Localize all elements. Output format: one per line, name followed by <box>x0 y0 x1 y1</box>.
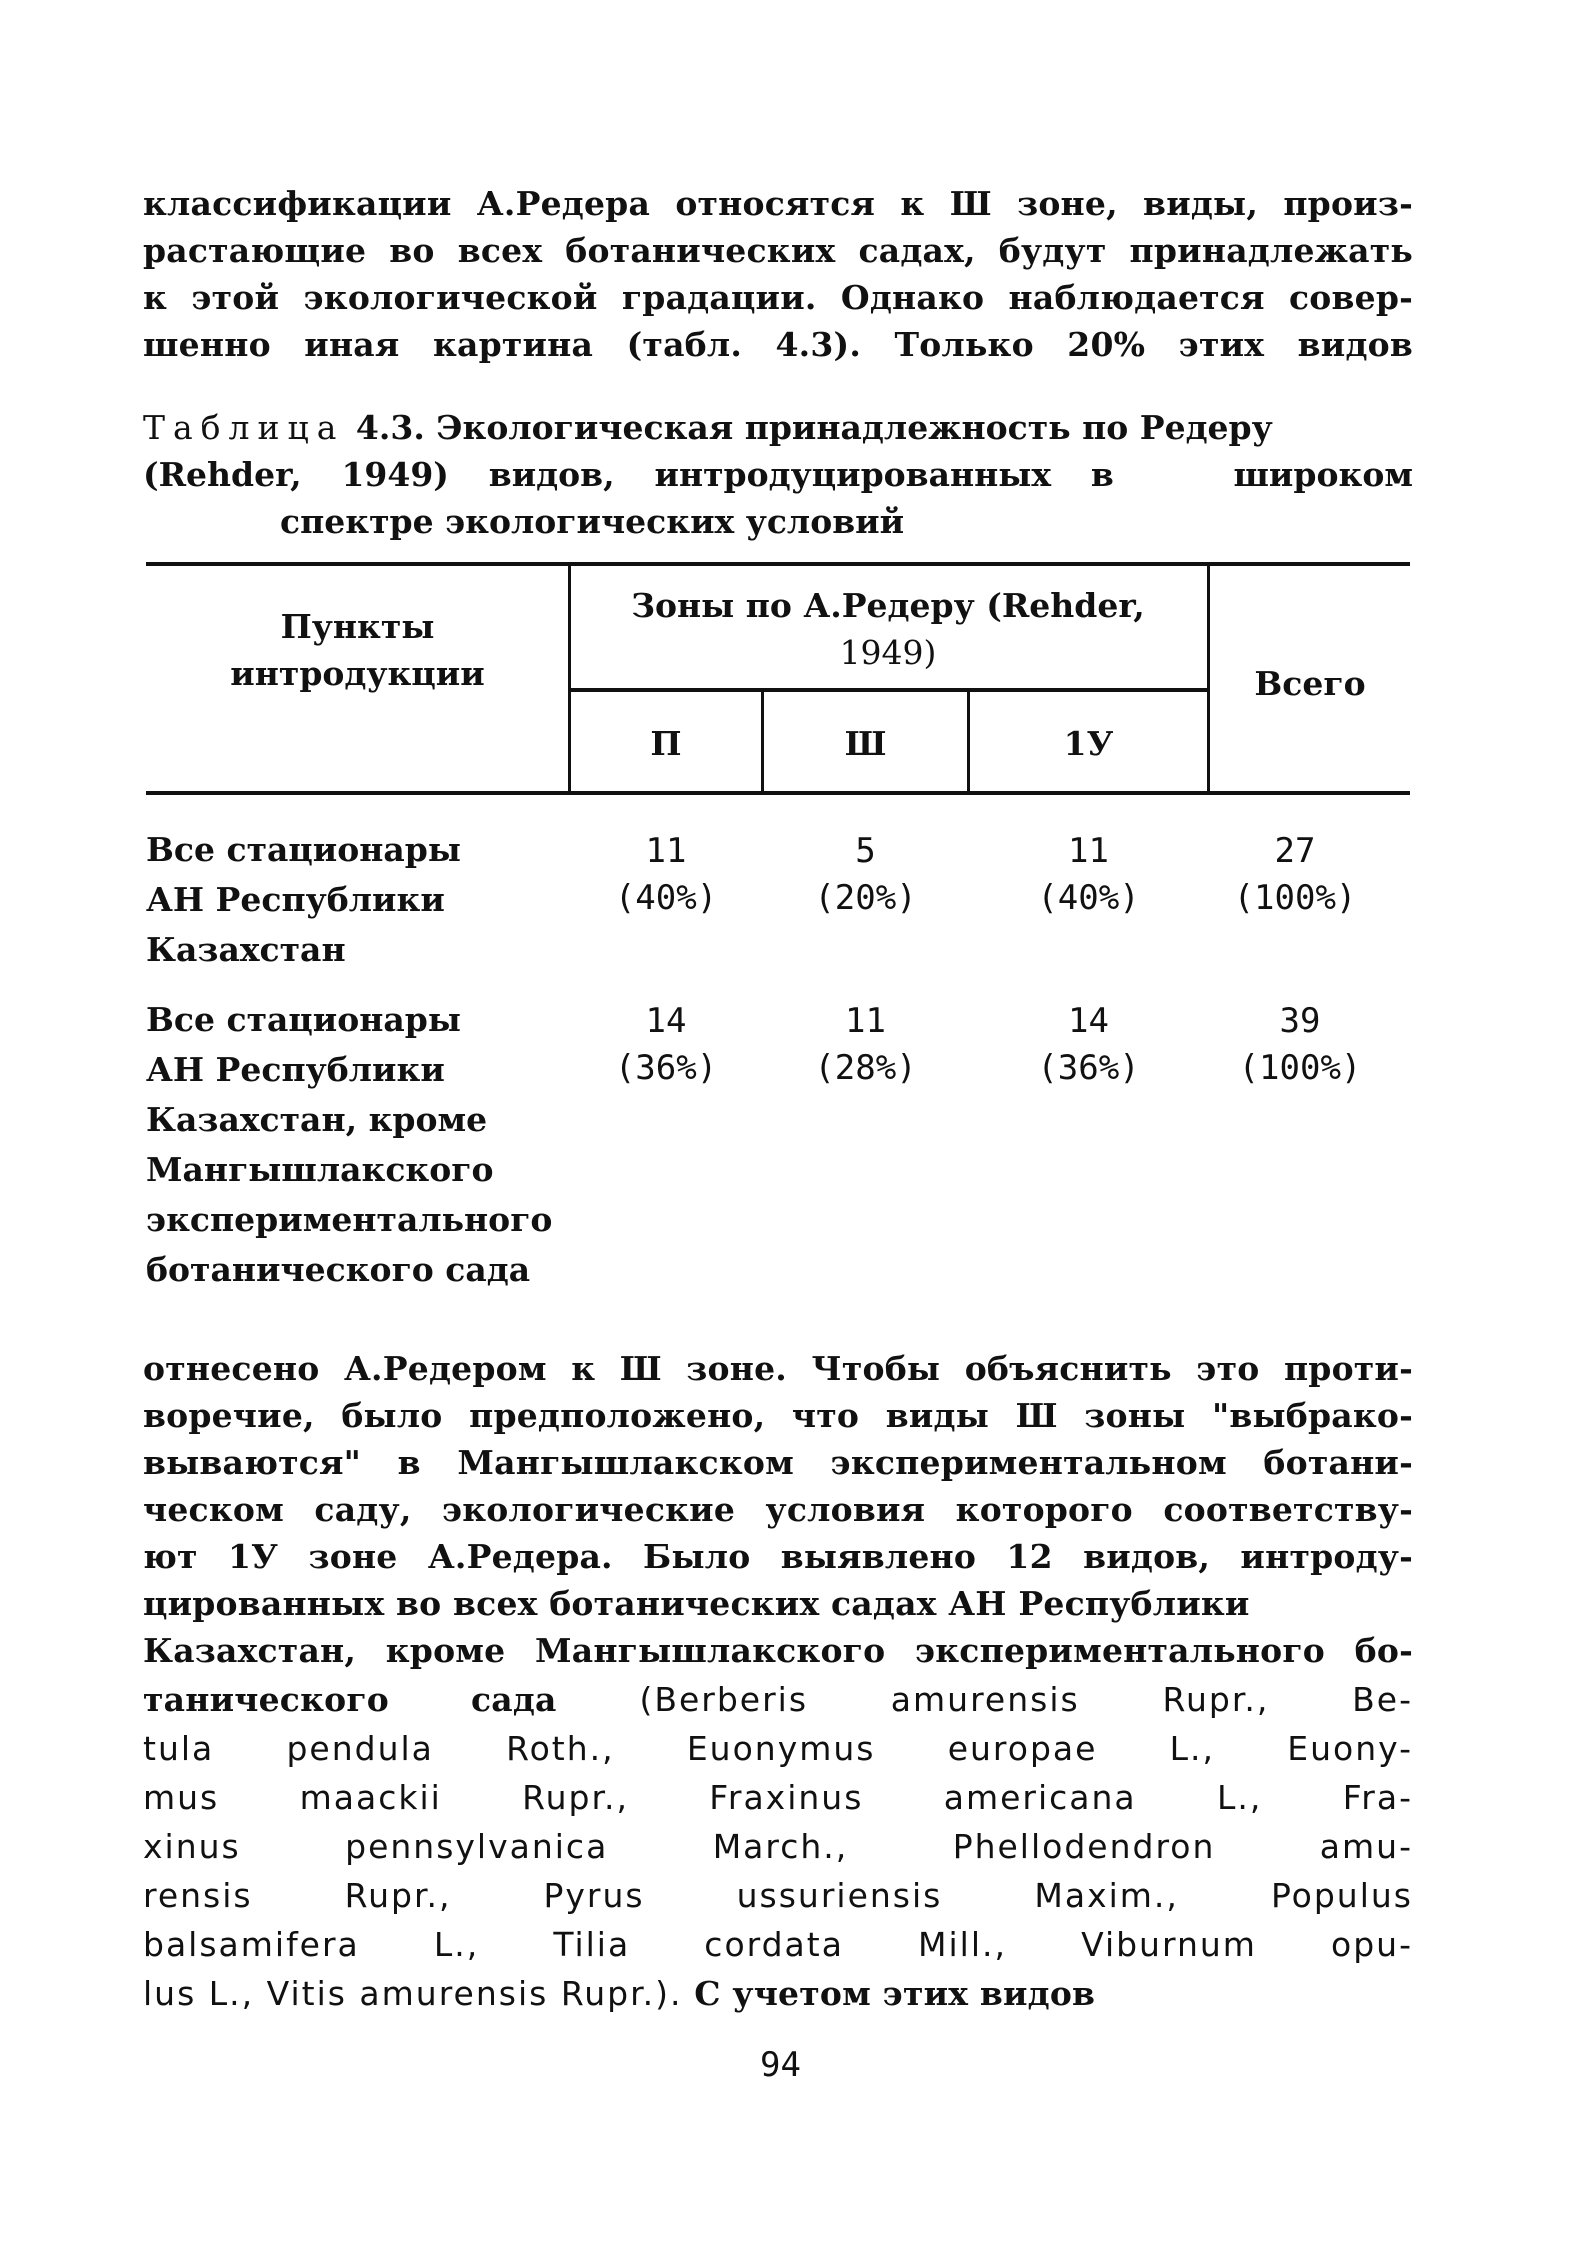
header-text: Зоны по А.Редеру (Rehder, <box>631 586 1145 625</box>
cell-zone-4: 11 (40%) <box>1037 831 1140 918</box>
header-bottom-rule <box>146 791 1410 795</box>
row-label-line: АН Республики <box>146 1050 445 1089</box>
text-line: к этой экологической градации. Однако наблюдается совер- <box>143 278 1413 317</box>
header-total: Всего <box>1254 664 1366 703</box>
header-points <box>150 603 565 697</box>
cell-total: 39 (100%) <box>1238 1001 1362 1088</box>
header-text: 1949) <box>839 633 937 672</box>
text-line: tula pendula Roth., Euonymus europae L., Euony- <box>143 1729 1413 1768</box>
text-line: ческом саду, экологические условия которого соответству- <box>143 1490 1413 1529</box>
cell-zone-3: 11 (28%) <box>814 1001 917 1088</box>
subheader-rule <box>568 688 1210 692</box>
text-line: mus maackii Rupr., Fraxinus americana L., Fra- <box>143 1778 1413 1817</box>
text-line: lus L., Vitis amurensis Rupr.). С учетом этих видов <box>143 1974 1096 2013</box>
cell-total: 27 (100%) <box>1233 831 1357 918</box>
table-top-rule <box>146 562 1410 566</box>
text-line: шенно иная картина (табл. 4.3). Только 20% этих видов <box>143 325 1413 364</box>
text-line: ют 1У зоне А.Редера. Было выявлено 12 видов, интроду- <box>143 1537 1413 1576</box>
header-zone-2: П <box>650 724 682 763</box>
text-line: xinus pennsylvanica March., Phellodendron amu- <box>143 1827 1413 1866</box>
row-label-line: Казахстан <box>146 930 346 969</box>
header-text: Пункты <box>280 607 435 646</box>
row-label-line: АН Республики <box>146 880 445 919</box>
header-zone-3: Ш <box>844 724 887 763</box>
caption-text: спектре экологических условий <box>280 502 905 541</box>
cell-zone-2: 14 (36%) <box>614 1001 718 1088</box>
caption-text: (Rehder, 1949) видов, интродуцированных в широком <box>143 455 1413 494</box>
page-number: 94 <box>760 2045 801 2085</box>
text-line: воречие, было предположено, что виды Ш зоны "выбрако- <box>143 1396 1413 1435</box>
header-zones-group <box>572 582 1204 676</box>
header-text: интродукции <box>230 654 485 693</box>
text-line: цированных во всех ботанических садах АН Республики <box>143 1584 1250 1623</box>
caption-label: Таблица <box>143 408 345 447</box>
cell-zone-3: 5 (20%) <box>814 831 917 918</box>
text-line: balsamifera L., Tilia cordata Mill., Viburnum opu- <box>143 1925 1413 1964</box>
cell-zone-4: 14 (36%) <box>1037 1001 1140 1088</box>
text-line: растающие во всех ботанических садах, будут принадлежать <box>143 231 1413 270</box>
text-line: отнесено А.Редером к Ш зоне. Чтобы объяснить это проти- <box>143 1349 1413 1388</box>
text-line: Казахстан, кроме Мангышлакского экспериментального бо- <box>143 1631 1413 1670</box>
cell-zone-2: 11 (40%) <box>614 831 718 918</box>
caption-text: 4.3. Экологическая принадлежность по Редеру <box>355 408 1273 447</box>
text-line: вываются" в Мангышлакском экспериментальном ботани- <box>143 1443 1413 1482</box>
row-label-line: Все стационары <box>146 1000 461 1039</box>
row-label-line: Мангышлакского <box>146 1150 494 1189</box>
row-label-line: Казахстан, кроме <box>146 1100 488 1139</box>
row-label <box>146 995 552 1295</box>
row-label-line: экспериментального <box>146 1200 553 1239</box>
text-line: танического сада (Berberis amurensis Rupr., Be- <box>143 1680 1413 1719</box>
text-line: классификации А.Редера относятся к Ш зоне, виды, произ- <box>143 184 1413 223</box>
text-line: rensis Rupr., Pyrus ussuriensis Maxim., Populus <box>143 1876 1413 1915</box>
row-label-line: Все стационары <box>146 830 461 869</box>
row-label-line: ботанического сада <box>146 1250 531 1289</box>
row-label <box>146 825 461 975</box>
header-zone-4: 1У <box>1063 724 1114 763</box>
